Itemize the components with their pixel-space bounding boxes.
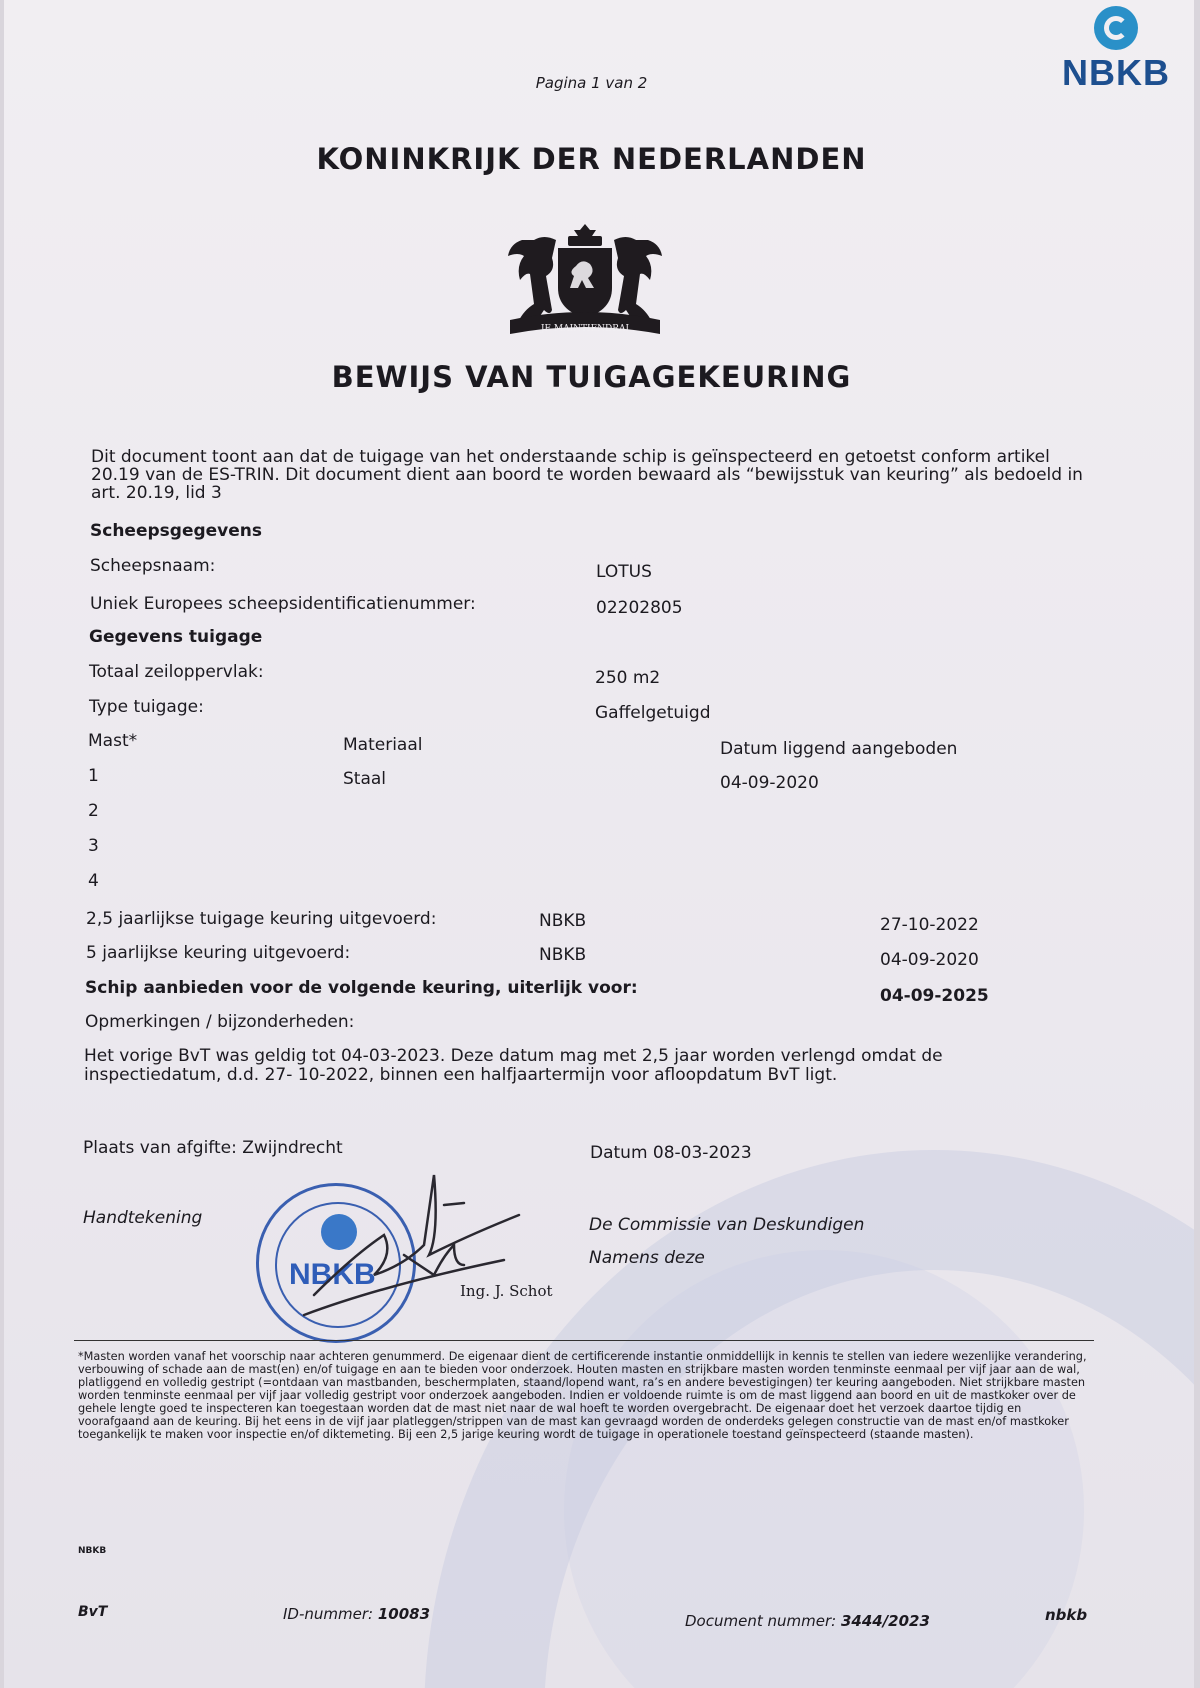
- signer-name: Ing. J. Schot: [460, 1282, 553, 1300]
- ship-name-label: Scheepsnaam:: [90, 556, 216, 576]
- footer-org-lower: nbkb: [1045, 1606, 1088, 1624]
- next-inspection-label: Schip aanbieden voor de volgende keuring, uiterlijk voor:: [85, 978, 638, 998]
- document-subtitle: BEWIJS VAN TUIGAGEKEURING: [331, 360, 852, 394]
- page-indicator: Pagina 1 van 2: [535, 74, 648, 92]
- document-title: KONINKRIJK DER NEDERLANDEN: [316, 142, 867, 176]
- rigging-section-label: Gegevens tuigage: [89, 627, 263, 647]
- remarks-label: Opmerkingen / bijzonderheden:: [85, 1012, 355, 1032]
- ship-name-value: LOTUS: [596, 562, 652, 582]
- logo-text: NBKB: [1062, 52, 1170, 93]
- nbkb-wave-icon: [1094, 6, 1138, 50]
- five-year-inspection-by: NBKB: [539, 945, 587, 965]
- ship-section-label: Scheepsgegevens: [90, 521, 263, 541]
- next-inspection-date: 04-09-2025: [880, 986, 989, 1006]
- date-column-header: Datum liggend aangeboden: [720, 739, 958, 759]
- issue-place: Plaats van afgifte: Zwijndrecht: [83, 1138, 343, 1158]
- footnote-divider: [74, 1340, 1094, 1341]
- rig-type-value: Gaffelgetuigd: [595, 703, 711, 723]
- mast-date: 04-09-2020: [720, 773, 819, 793]
- coat-of-arms-icon: [492, 220, 678, 348]
- five-year-inspection-date: 04-09-2020: [880, 950, 979, 970]
- crest-motto: JE MAINTIENDRAI: [540, 324, 630, 334]
- ship-id-label: Uniek Europees scheepsidentificatienummer:: [90, 594, 476, 614]
- footer-id-label: ID-nummer:: [283, 1605, 374, 1623]
- intro-text: Dit document toont aan dat de tuigage van het onderstaande schip is geïnspecteerd en getoetst conform artikel 20.19 van de ES-TRIN. Dit document dient aan boord te worden bewaard als “bewijsstuk van keuring” als bedoeld in art. 20.19, lid 3: [91, 447, 1083, 503]
- mast-number: 4: [88, 871, 99, 891]
- on-behalf-label: Namens deze: [589, 1248, 705, 1268]
- half-inspection-by: NBKB: [539, 911, 587, 931]
- handwritten-signature: [284, 1165, 564, 1335]
- stamp-logo-text: NBKB: [289, 1258, 376, 1291]
- footer-id: [283, 1605, 430, 1623]
- material-column-header: Materiaal: [343, 735, 423, 755]
- footer-doc-label: Document nummer:: [685, 1612, 837, 1630]
- footnote-text: *Masten worden vanaf het voorschip naar achteren genummerd. De eigenaar dient de certificerende instantie onmiddellijk in kennis te stellen van iedere wezenlijke verandering, verbouwing of schade aan de mast(en) en/of tuigage en aan te bieden voor onderzoek. Houten masten en strijkbare masten worden tenminste eenmaal per vijf jaar aan de wal, platliggend en volledig gestript (=ontdaan van mastbanden, beschermplaten, staand/lopend want, ra’s en andere bevestigingen) ter keuring aangeboden. Niet strijkbare masten worden tenminste eenmaal per vijf jaar volledig gestript voor onderzoek aangeboden. Indien er voldoende ruimte is om de mast liggend aan boord en uit de mastkoker over de gehele lengte goed te inspecteren kan toegestaan worden dat de mast niet naar de wal hoeft te worden overgebracht. De eigenaar doet het verzoek daartoe tijdig en voorafgaand aan de keuring. Bij het eens in de vijf jaar platleggen/strippen van de mast kan gevraagd worden de onderdeks gelegen constructie van de mast en/of mastkoker toegankelijk te maken voor inspectie en/of diktemeting. Bij een 2,5 jarige keuring wordt de tuigage in operationele toestand geïnspecteerd (staande masten).: [78, 1350, 1087, 1441]
- mast-number: 1: [88, 766, 99, 786]
- certificate-page: [4, 0, 1194, 1688]
- committee-label: De Commissie van Deskundigen: [589, 1215, 865, 1235]
- footer-doc-type: BvT: [78, 1604, 108, 1620]
- mast-material: Staal: [343, 769, 387, 789]
- issue-date: Datum 08-03-2023: [590, 1143, 752, 1163]
- ship-id-value: 02202805: [596, 598, 683, 618]
- remarks-text: Het vorige BvT was geldig tot 04-03-2023. Deze datum mag met 2,5 jaar worden verlengd omdat de inspectiedatum, d.d. 27- 10-2022, binnen een halfjaartermijn voor afloopdatum BvT ligt.: [84, 1046, 943, 1085]
- rig-type-label: Type tuigage:: [89, 697, 204, 717]
- footer-doc-value: 3444/2023: [840, 1612, 930, 1630]
- footer-document-number: [685, 1612, 930, 1630]
- sail-area-label: Totaal zeiloppervlak:: [89, 662, 264, 682]
- five-year-inspection-label: 5 jaarlijkse keuring uitgevoerd:: [86, 943, 351, 963]
- half-inspection-date: 27-10-2022: [880, 915, 979, 935]
- footer-id-value: 10083: [377, 1605, 431, 1623]
- sail-area-value: 250 m2: [595, 668, 661, 688]
- footer-org-small: NBKB: [78, 1546, 107, 1556]
- half-inspection-label: 2,5 jaarlijkse tuigage keuring uitgevoerd:: [86, 909, 437, 929]
- mast-number: 3: [88, 836, 99, 856]
- mast-column-header: Mast*: [88, 731, 138, 751]
- signature-label: Handtekening: [83, 1208, 203, 1228]
- mast-number: 2: [88, 801, 99, 821]
